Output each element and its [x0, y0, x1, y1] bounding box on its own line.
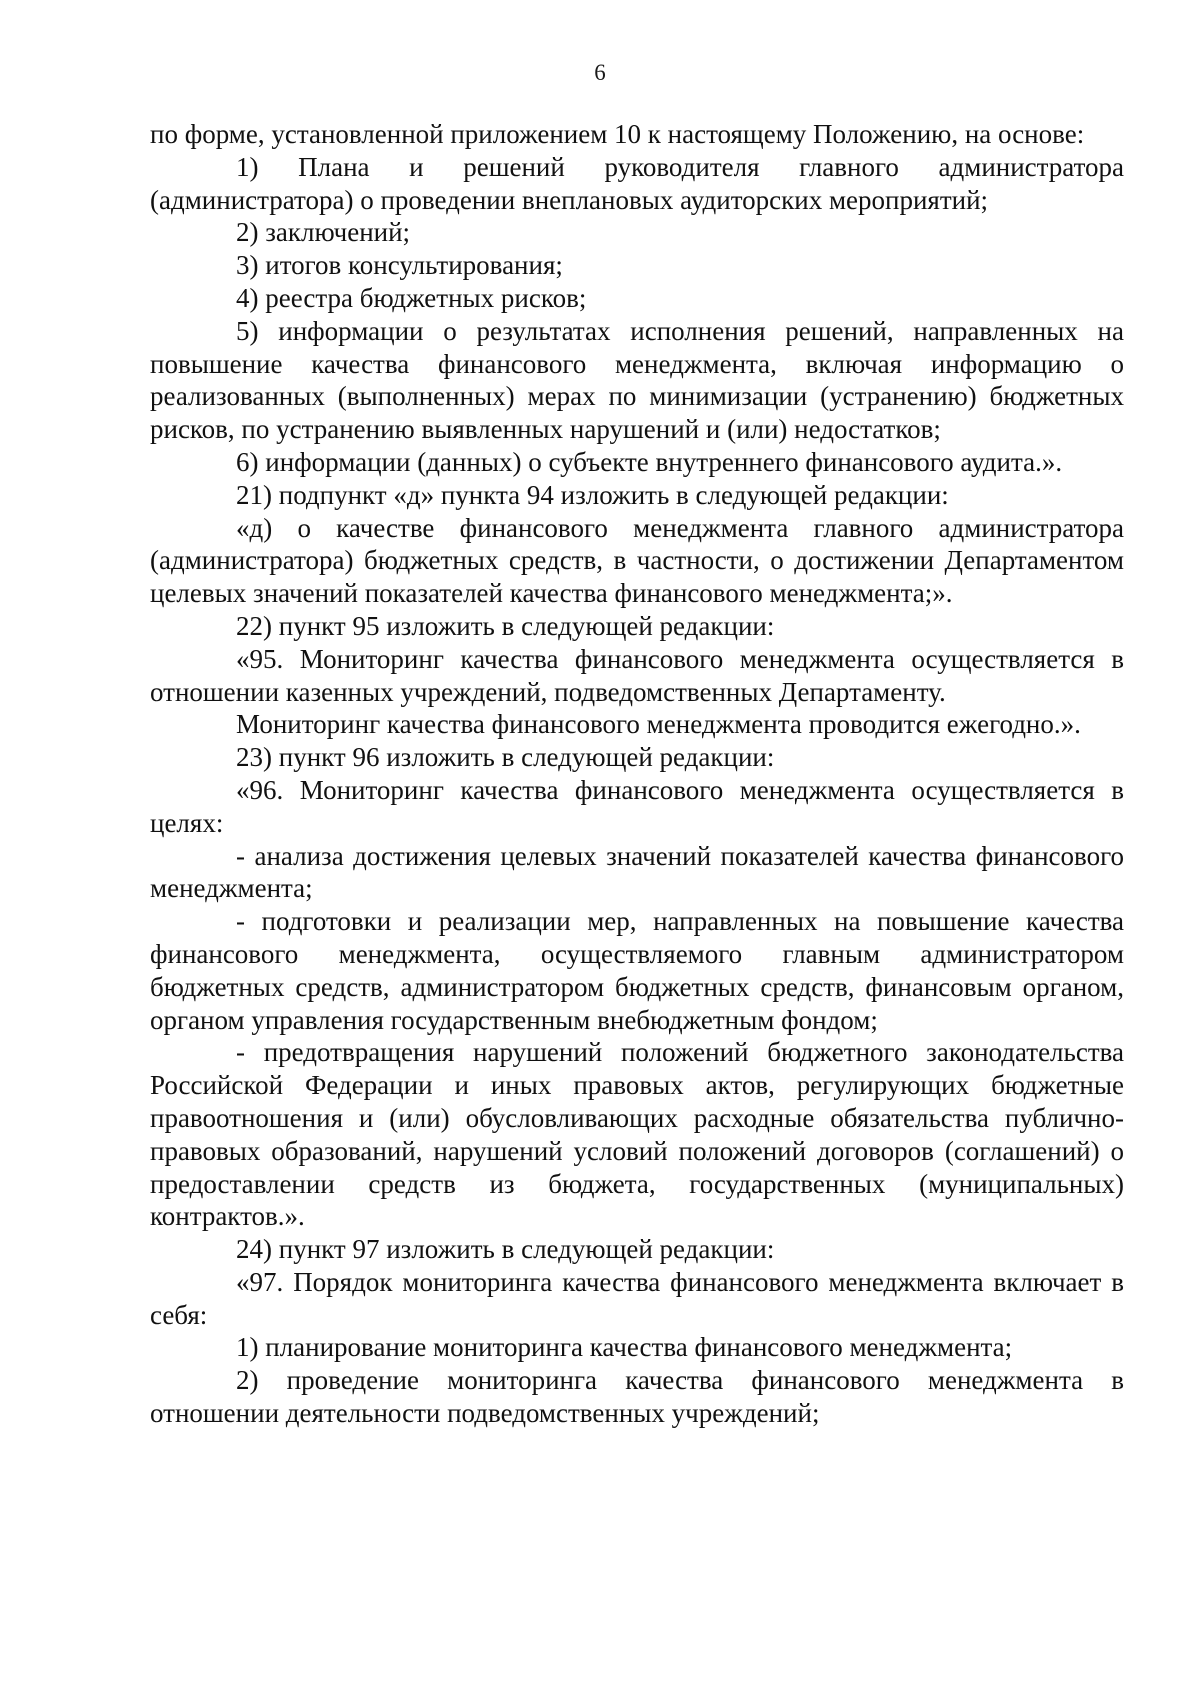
- paragraph: «97. Порядок мониторинга качества финансового менеджмента включает в себя:: [150, 1266, 1124, 1330]
- paragraph: 23) пункт 96 изложить в следующей редакции:: [236, 742, 775, 773]
- paragraph: 4) реестра бюджетных рисков;: [236, 282, 587, 313]
- paragraph: 5) информации о результатах исполнения решений, направленных на повышение качества финансового менеджмента, включая информацию о реализованных (выполненных) мерах по минимизации (устранению) бюджетных рисков, по устранению выявленных нарушений и (или) недостатков;: [150, 315, 1124, 445]
- paragraph: 1) Плана и решений руководителя главного администратора (администратора) о проведении внеплановых аудиторских мероприятий;: [150, 151, 1124, 215]
- paragraph: 3) итогов консультирования;: [236, 250, 563, 281]
- paragraph: по форме, установленной приложением 10 к настоящему Положению, на основе:: [150, 119, 1085, 149]
- page-number: 6: [594, 60, 606, 85]
- paragraph: «95. Мониторинг качества финансового менеджмента осуществляется в отношении казенных учреждений, подведомственных Департаменту.: [150, 643, 1124, 707]
- paragraph: 22) пункт 95 изложить в следующей редакции:: [236, 610, 775, 641]
- paragraph: Мониторинг качества финансового менеджмента проводится ежегодно.».: [236, 709, 1081, 740]
- paragraph: 21) подпункт «д» пункта 94 изложить в следующей редакции:: [236, 479, 949, 510]
- paragraph: «96. Мониторинг качества финансового менеджмента осуществляется в целях:: [150, 774, 1124, 838]
- paragraph: 1) планирование мониторинга качества финансового менеджмента;: [236, 1332, 1013, 1363]
- paragraph: - подготовки и реализации мер, направленных на повышение качества финансового менеджмента, осуществляемого главным администратором бюджетных средств, администратором бюджетных средств, финансовым органом, органом управления государственным внебюджетным фондом;: [150, 906, 1124, 1035]
- paragraph: 2) проведение мониторинга качества финансового менеджмента в отношении деятельности подведомственных учреждений;: [150, 1365, 1124, 1429]
- paragraph: 2) заключений;: [236, 217, 411, 248]
- paragraph: - анализа достижения целевых значений показателей качества финансового менеджмента;: [150, 840, 1124, 904]
- paragraph: - предотвращения нарушений положений бюджетного законодательства Российской Федерации и иных правовых актов, регулирующих бюджетные правоотношения и (или) обусловливающих расходные обязательства публично-правовых образований, нарушений условий положений договоров (соглашений) о предоставлении средств из бюджета, государственных (муниципальных) контрактов.».: [150, 1037, 1124, 1232]
- paragraph: 24) пункт 97 изложить в следующей редакции:: [236, 1234, 775, 1265]
- paragraph: «д) о качестве финансового менеджмента главного администратора (администратора) бюджетных средств, в частности, о достижении Департаментом целевых значений показателей качества финансового менеджмента;».: [150, 512, 1124, 609]
- paragraph: 6) информации (данных) о субъекте внутреннего финансового аудита.».: [236, 446, 1063, 477]
- document-body: [150, 118, 1124, 1430]
